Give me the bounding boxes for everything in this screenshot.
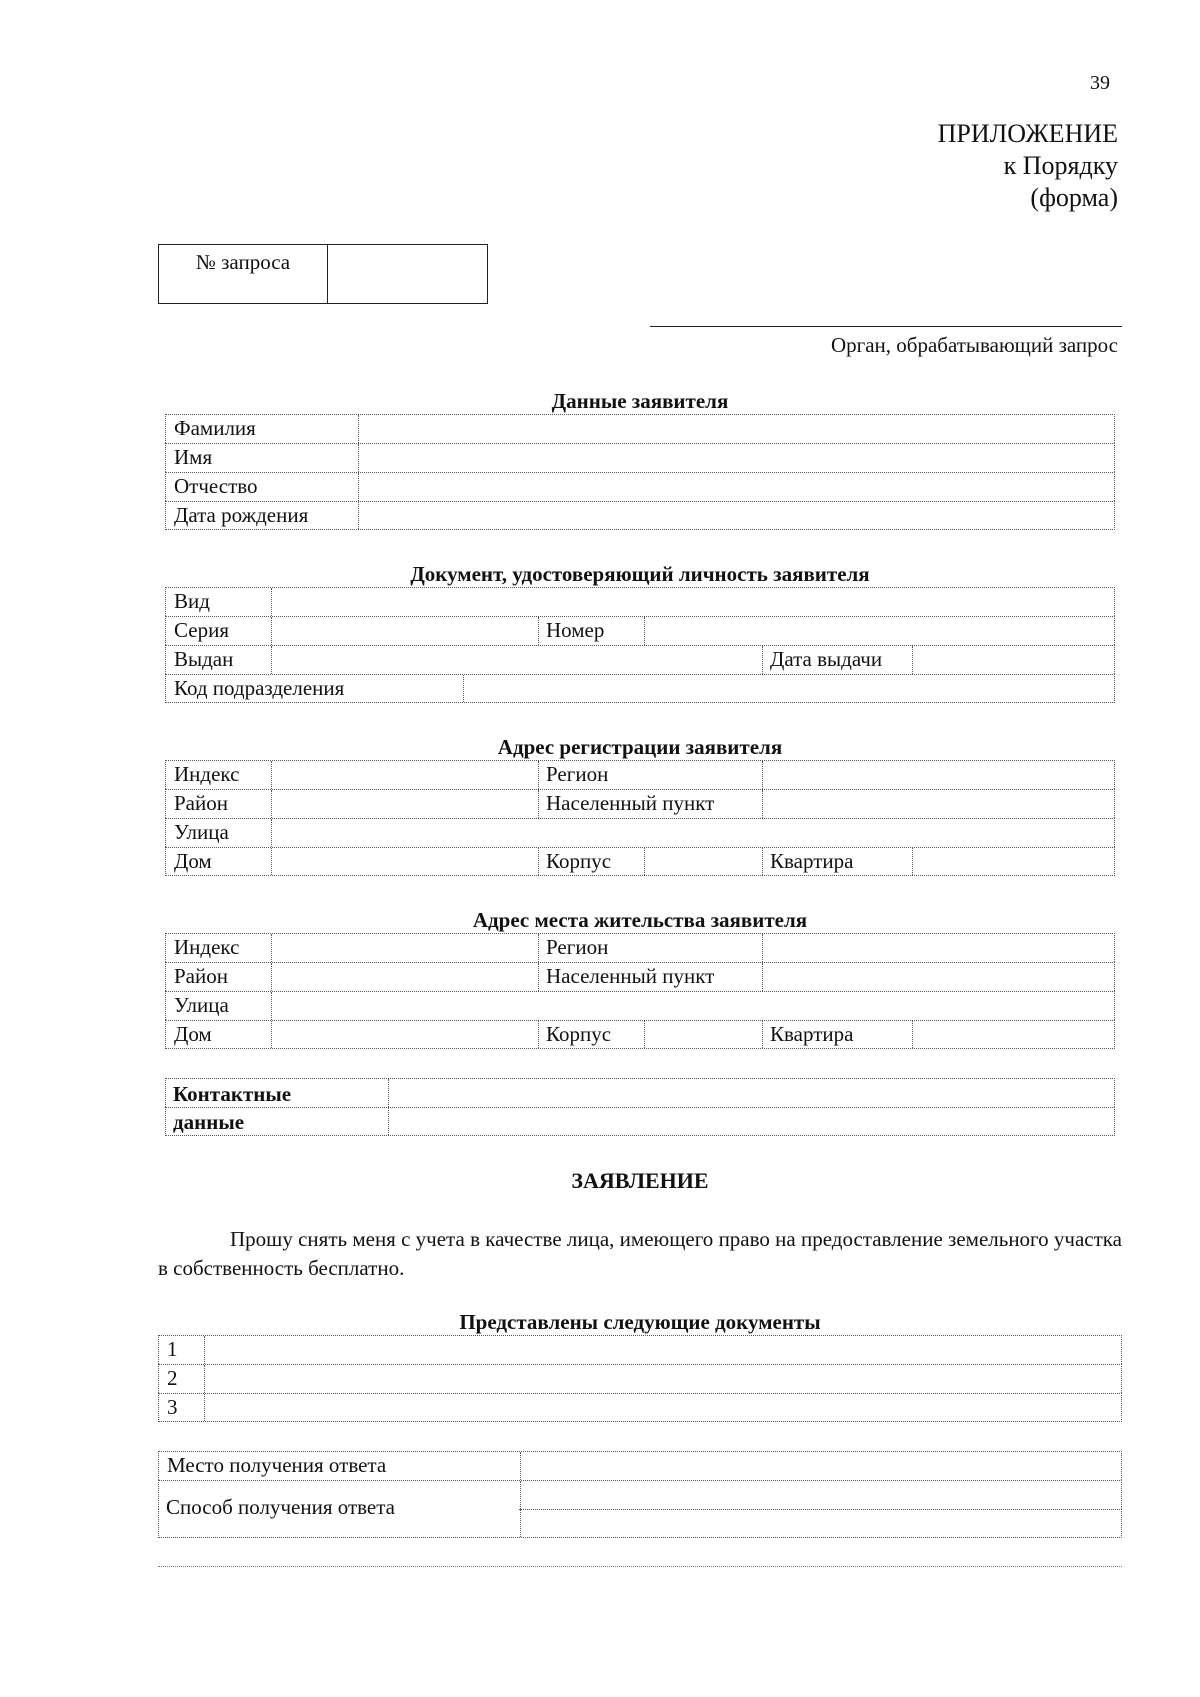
number-label: Номер (546, 618, 605, 642)
res-address-section-title: Адрес места жительства заявителя (472, 908, 808, 932)
divider (912, 646, 913, 674)
divider (271, 848, 272, 875)
res-street-label: Улица (174, 993, 229, 1017)
divider (762, 761, 763, 789)
division-code-label: Код подразделения (174, 676, 345, 700)
bottom-divider (158, 1566, 1122, 1567)
divider (358, 415, 359, 443)
divider (912, 1021, 913, 1048)
divider (520, 1509, 521, 1537)
divider (520, 1481, 521, 1509)
contacts-label-line1: Контактные (173, 1082, 292, 1106)
divider (271, 790, 272, 818)
divider (538, 617, 539, 645)
res-row-index[interactable] (165, 933, 1115, 962)
contacts-row-2[interactable] (165, 1107, 1115, 1136)
divider (644, 617, 645, 645)
res-row-district[interactable] (165, 962, 1115, 991)
res-index-label: Индекс (174, 935, 240, 959)
document-row-3[interactable] (158, 1393, 1122, 1422)
statement-title: ЗАЯВЛЕНИЕ (571, 1168, 709, 1193)
res-locality-label: Населенный пункт (546, 964, 715, 988)
res-row-house[interactable] (165, 1020, 1115, 1049)
contacts-row-1[interactable] (165, 1078, 1115, 1107)
divider (388, 1079, 389, 1107)
divider (271, 819, 272, 847)
divider (204, 1365, 205, 1393)
divider (762, 790, 763, 818)
doc-type-label: Вид (174, 589, 210, 613)
appendix-form: (форма) (1030, 183, 1118, 212)
applicant-row-patronymic[interactable] (165, 472, 1115, 501)
document-row-1[interactable] (158, 1335, 1122, 1364)
divider (762, 963, 763, 991)
divider (358, 473, 359, 501)
res-apartment-label: Квартира (770, 1022, 854, 1046)
applicant-row-birthdate[interactable] (165, 501, 1115, 530)
divider (204, 1394, 205, 1421)
reg-street-label: Улица (174, 820, 229, 844)
divider (538, 1021, 539, 1048)
reg-row-index[interactable] (165, 760, 1115, 789)
divider (271, 963, 272, 991)
birthdate-label: Дата рождения (174, 503, 309, 527)
name-label: Имя (174, 445, 213, 469)
appendix-title: ПРИЛОЖЕНИЕ (937, 119, 1118, 148)
reg-address-section-title: Адрес регистрации заявителя (497, 735, 783, 759)
reg-house-label: Дом (174, 849, 212, 873)
divider (358, 502, 359, 529)
applicant-section-title: Данные заявителя (551, 389, 729, 413)
response-place-label: Место получения ответа (167, 1453, 387, 1477)
document-row-number: 3 (167, 1395, 178, 1419)
request-number-label: № запроса (159, 245, 328, 303)
divider (388, 1108, 389, 1135)
divider (271, 761, 272, 789)
divider (538, 761, 539, 789)
divider (271, 1021, 272, 1048)
document-row-number: 1 (167, 1337, 178, 1361)
divider (762, 646, 763, 674)
divider (271, 646, 272, 674)
reg-row-street[interactable] (165, 818, 1115, 847)
contacts-label (173, 1080, 291, 1136)
issue-date-label: Дата выдачи (770, 647, 883, 671)
contacts-label-line2: данные (173, 1110, 245, 1134)
document-row-number: 2 (167, 1366, 178, 1390)
res-district-label: Район (174, 964, 228, 988)
reg-row-house[interactable] (165, 847, 1115, 876)
divider (538, 963, 539, 991)
reg-locality-label: Населенный пункт (546, 791, 715, 815)
divider (271, 617, 272, 645)
identity-row-division[interactable] (165, 674, 1115, 703)
reg-row-district[interactable] (165, 789, 1115, 818)
surname-label: Фамилия (174, 416, 256, 440)
response-method-label: Способ получения ответа (166, 1495, 396, 1519)
document-row-2[interactable] (158, 1364, 1122, 1393)
divider (762, 848, 763, 875)
organ-caption: Орган, обрабатывающий запрос (830, 333, 1118, 357)
reg-building-label: Корпус (546, 849, 612, 873)
divider (463, 675, 464, 702)
divider (520, 1452, 521, 1480)
applicant-row-name[interactable] (165, 443, 1115, 472)
reg-district-label: Район (174, 791, 228, 815)
documents-section-title: Представлены следующие документы (459, 1310, 821, 1334)
res-region-label: Регион (546, 935, 609, 959)
series-label: Серия (174, 618, 229, 642)
reg-index-label: Индекс (174, 762, 240, 786)
res-building-label: Корпус (546, 1022, 612, 1046)
organ-line[interactable] (650, 326, 1122, 327)
divider (538, 934, 539, 962)
statement-text: Прошу снять меня с учета в качестве лица, имеющего право на предоставление земельного участка в собственность бесплатно. (158, 1227, 1122, 1280)
divider (271, 934, 272, 962)
appendix-heading (938, 118, 1118, 214)
divider (912, 848, 913, 875)
identity-row-issued[interactable] (165, 645, 1115, 674)
request-number-field[interactable] (328, 245, 487, 303)
divider (762, 934, 763, 962)
patronymic-label: Отчество (174, 474, 258, 498)
divider (644, 1021, 645, 1048)
page-number: 39 (1090, 72, 1110, 94)
divider (358, 444, 359, 472)
divider (271, 588, 272, 616)
divider (762, 1021, 763, 1048)
divider (644, 848, 645, 875)
divider (271, 992, 272, 1020)
identity-row-type[interactable] (165, 587, 1115, 616)
response-place-row[interactable] (158, 1451, 1122, 1480)
divider (204, 1336, 205, 1364)
reg-region-label: Регион (546, 762, 609, 786)
issued-label: Выдан (174, 647, 234, 671)
identity-section-title: Документ, удостоверяющий личность заявителя (410, 562, 870, 586)
identity-row-series[interactable] (165, 616, 1115, 645)
divider (519, 1509, 1122, 1510)
divider (538, 790, 539, 818)
divider (538, 848, 539, 875)
reg-apartment-label: Квартира (770, 849, 854, 873)
applicant-row-surname[interactable] (165, 414, 1115, 443)
appendix-ref: к Порядку (1003, 151, 1118, 180)
res-row-street[interactable] (165, 991, 1115, 1020)
request-number-box (158, 244, 488, 304)
res-house-label: Дом (174, 1022, 212, 1046)
